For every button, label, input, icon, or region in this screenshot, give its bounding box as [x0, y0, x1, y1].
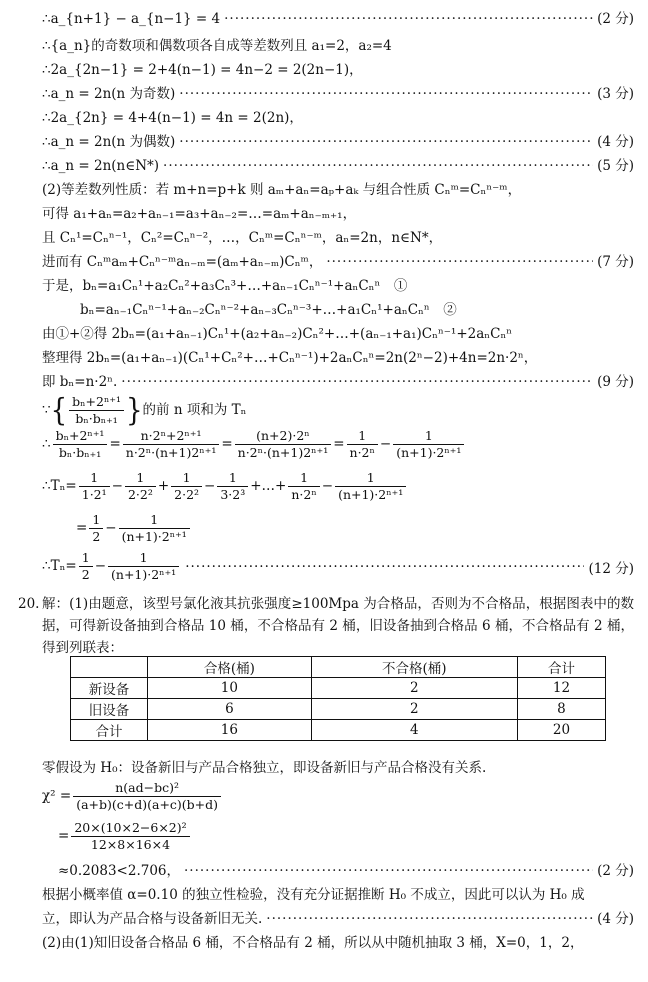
solution-line: ∴a_n = 2n(n∈N*) ····· (5 分)	[42, 157, 634, 175]
chi-square-value: ≈0.2083<2.706， ····· (2 分)	[58, 862, 634, 880]
table-cell	[71, 657, 148, 678]
table-header: 不合格(桶)	[311, 657, 517, 678]
table-cell: 新设备	[71, 678, 148, 699]
table-row	[71, 720, 606, 741]
solution-line: 进而有 Cₙᵐaₘ+Cₙⁿ⁻ᵐaₙ₋ₘ=(aₘ+aₙ₋ₘ)Cₙᵐ， ····· (7 分)	[42, 253, 634, 271]
table-cell: 4	[311, 720, 517, 741]
contingency-table	[70, 656, 606, 741]
solution-line: 即 bₙ=n·2ⁿ. ····· (9 分)	[42, 373, 634, 391]
table-cell: 2	[311, 699, 517, 720]
solution-line: 可得 a₁+aₙ=a₂+aₙ₋₁=a₃+aₙ₋₂=…=aₘ+aₙ₋ₘ₊₁，	[42, 206, 357, 222]
solution-line: ∴a_{n+1} − a_{n−1} = 4 ····· (2 分)	[42, 10, 634, 28]
left-brace: {	[50, 392, 68, 429]
solution-line: 于是，bₙ=a₁Cₙ¹+a₂Cₙ²+a₃Cₙ³+…+aₙ₋₁Cₙⁿ⁻¹+aₙCₙⁿ ①	[42, 278, 408, 294]
table-cell: 20	[517, 720, 605, 741]
table-header-row	[71, 657, 606, 678]
sum-definition-line: ∵{ $\frac{\text{bₙ+2ⁿ⁺¹}}{\text{bₙ·bₙ₊₁}}$ }的前 n 项和为 Tₙ	[42, 392, 247, 429]
final-result-line: ∴Tₙ= $\frac{1}{2}$ − $\frac{1}{\text{(n+1)·2ⁿ⁺¹}}$ ····· (12 分)	[42, 550, 634, 583]
solution-line: ∴{a_n}的奇数项和偶数项各自成等差数列且 a₁=2，a₂=4	[42, 38, 392, 54]
score-mark: (7 分)	[597, 254, 634, 270]
score-mark: (2 分)	[597, 11, 634, 27]
chi-square-substitution: = $\frac{\text{20×(10×2−6×2)²}}{12\times 8\times 16\times 4}$	[58, 820, 634, 853]
table-cell: 旧设备	[71, 699, 148, 720]
score-mark: (4 分)	[597, 911, 634, 927]
score-mark: (2 分)	[597, 863, 634, 879]
table-cell: 12	[517, 678, 605, 699]
score-mark: (12 分)	[588, 560, 634, 577]
table-row	[71, 678, 606, 699]
solution-line: bₙ=aₙ₋₁Cₙⁿ⁻¹+aₙ₋₂Cₙⁿ⁻²+aₙ₋₃Cₙⁿ⁻³+…+a₁Cₙ¹+aₙCₙⁿ ②	[80, 302, 457, 318]
table-cell: 16	[148, 720, 312, 741]
table-cell: 10	[148, 678, 312, 699]
conclusion-line: 根据小概率值 α=0.10 的独立性检验，没有充分证据推断 H₀ 不成立，因此可以认为 H₀ 成	[42, 887, 585, 903]
question-number: 20.	[18, 596, 40, 612]
part2-line: (2)由(1)知旧设备合格品 6 桶，不合格品有 2 桶，所以从中随机抽取 3 桶，X=0，1，2，	[42, 935, 584, 951]
table-cell: 合计	[71, 720, 148, 741]
solution-line: ∴a_n = 2n(n 为奇数) ····· (3 分)	[42, 85, 634, 103]
solution-line: 且 Cₙ¹=Cₙⁿ⁻¹，Cₙ²=Cₙⁿ⁻²，…，Cₙᵐ=Cₙⁿ⁻ᵐ，aₙ=2n，n∈N*，	[42, 230, 443, 246]
solution-line: 整理得 2bₙ=(a₁+aₙ₋₁)(Cₙ¹+Cₙ²+…+Cₙⁿ⁻¹)+2aₙCₙⁿ=2n(2ⁿ−2)+4n=2n·2ⁿ，	[42, 350, 538, 366]
solution-line: ∴2a_{2n} = 4+4(n−1) = 4n = 2(2n)，	[42, 110, 303, 126]
score-mark: (5 分)	[597, 158, 634, 174]
solution-line: (2)等差数列性质：若 m+n=p+k 则 aₘ+aₙ=aₚ+aₖ 与组合性质 Cₙᵐ=Cₙⁿ⁻ᵐ，	[42, 182, 522, 198]
solution-line: 由①+②得 2bₙ=(a₁+aₙ₋₁)Cₙ¹+(a₂+aₙ₋₂)Cₙ²+…+(aₙ₋₁+a₁)Cₙⁿ⁻¹+2aₙCₙⁿ	[42, 326, 513, 342]
term-split-line: ∴ $\frac{\text{bₙ+2ⁿ⁺¹}}{\text{bₙ·bₙ₊₁}}$ = $\frac{\text{n·2ⁿ+2ⁿ⁺¹}}{\text{n·2ⁿ·(n+1)2ⁿ⁺¹}}$ = $\frac{\text{(n+2)·2ⁿ}}{\text{n·2ⁿ·(n+1)2ⁿ⁺¹}}$ = $\frac{1}{\text{n·2ⁿ}}$ − $\frac{1}{\text{(n+1)·2ⁿ⁺¹}}$	[42, 428, 634, 461]
score-mark: (3 分)	[597, 86, 634, 102]
conclusion-line: 立，即认为产品合格与设备新旧无关. ····· (4 分)	[42, 910, 634, 928]
table-cell: 2	[311, 678, 517, 699]
q20-intro: 解：(1)由题意，该型号氯化液其抗张强度≥100Mpa 为合格品，否则为不合格品，根据图表中的数据，可得新设备抽到合格品 10 桶，不合格品有 2 桶，旧设备抽到合格品 6 桶，不合格品有 2 桶，得到列联表：	[42, 596, 634, 656]
chi-square-formula: χ² = $\frac{\text{n(ad−bc)²}}{(a+b)(c+d)(a+c)(b+d)}$	[42, 780, 634, 813]
table-header: 合计	[517, 657, 605, 678]
score-mark: (4 分)	[597, 134, 634, 150]
table-cell: 8	[517, 699, 605, 720]
table-header: 合格(桶)	[148, 657, 312, 678]
telescoping-line: ∴Tₙ= $\frac{1}{\text{1·2¹}}$ − $\frac{1}{\text{2·2²}}$ + $\frac{1}{\text{2·2²}}$ − $\frac{1}{\text{3·2³}}$ +…+ $\frac{1}{\text{n·2ⁿ}}$ − $\frac{1}{\text{(n+1)·2ⁿ⁺¹}}$	[42, 470, 634, 503]
table-cell: 6	[148, 699, 312, 720]
telescoping-result-line: = $\frac{1}{2}$ − $\frac{1}{\text{(n+1)·2ⁿ⁺¹}}$	[76, 512, 634, 545]
score-mark: (9 分)	[597, 374, 634, 390]
solution-line: ∴a_n = 2n(n 为偶数) ····· (4 分)	[42, 133, 634, 151]
null-hypothesis: 零假设为 H₀：设备新旧与产品合格独立，即设备新旧与产品合格没有关系.	[42, 760, 487, 776]
right-brace: }	[126, 392, 143, 429]
table-row	[71, 699, 606, 720]
solution-line: ∴2a_{2n−1} = 2+4(n−1) = 4n−2 = 2(2n−1)，	[42, 62, 363, 78]
